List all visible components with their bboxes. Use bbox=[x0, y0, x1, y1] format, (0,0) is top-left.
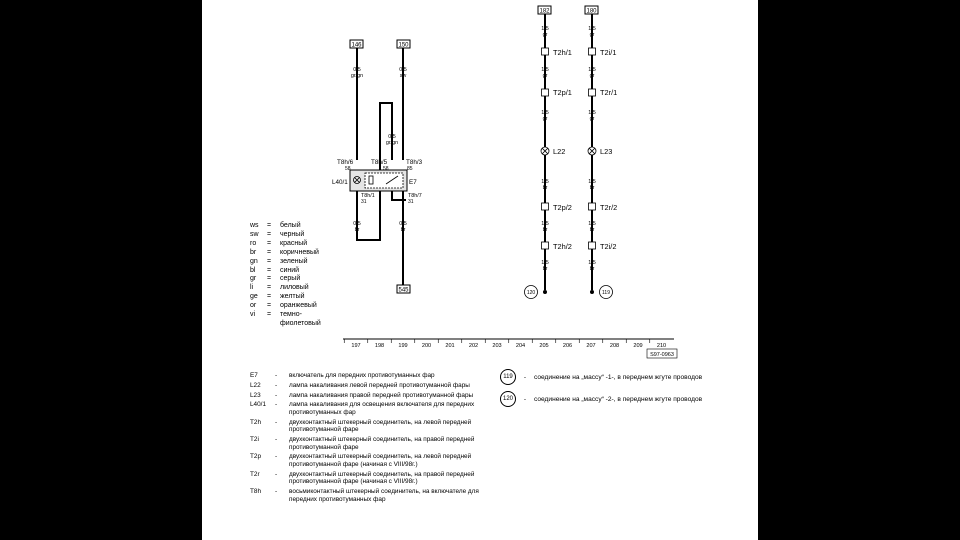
color-eq bbox=[267, 320, 280, 329]
color-row bbox=[250, 311, 340, 320]
connector-icon bbox=[589, 89, 596, 96]
ground-dash: - bbox=[523, 395, 527, 403]
color-code: or bbox=[250, 302, 257, 310]
wire-size: 1.5 bbox=[541, 67, 549, 73]
scale-label: 208 bbox=[609, 343, 620, 349]
ground-legend-entry bbox=[500, 390, 702, 408]
color-eq: = bbox=[267, 311, 272, 319]
color-name: желтый bbox=[280, 293, 305, 301]
color-name: коричневый bbox=[280, 248, 319, 256]
legend-entry bbox=[250, 436, 490, 451]
color-row bbox=[250, 231, 340, 240]
ground-desc: соединение на „массу“ -2-, в переднем жгуте проводов bbox=[534, 395, 703, 403]
color-name: темно- bbox=[280, 311, 302, 319]
terminal-150: 150 bbox=[398, 42, 409, 49]
color-name: черный bbox=[280, 230, 305, 238]
lamp-cross-icon bbox=[542, 148, 595, 154]
ground-desc: соединение на „массу“ -1-, в переднем жгуте проводов bbox=[534, 373, 703, 381]
wire-size: 1.5 bbox=[588, 110, 596, 116]
wire-color: sw bbox=[399, 73, 407, 79]
connector-label: T2h/2 bbox=[553, 242, 572, 251]
legend-code: T2r bbox=[250, 470, 260, 478]
pin-number: 58 bbox=[345, 166, 351, 172]
wire-color: gr bbox=[589, 32, 595, 38]
legend-code: T8h bbox=[250, 488, 262, 496]
color-name: серый bbox=[280, 275, 301, 283]
connector-icon bbox=[589, 203, 596, 210]
color-code: gn bbox=[250, 257, 258, 265]
color-row bbox=[250, 240, 340, 249]
pin-number: 58 bbox=[383, 166, 389, 172]
color-eq: = bbox=[267, 230, 272, 238]
scale-label: 197 bbox=[351, 343, 361, 349]
color-code: ge bbox=[250, 293, 258, 301]
color-eq: = bbox=[267, 293, 272, 301]
switch-e7-label: E7 bbox=[409, 179, 417, 186]
color-code: sw bbox=[250, 230, 259, 238]
connector-icon bbox=[589, 48, 596, 55]
color-row bbox=[250, 222, 340, 231]
legend-entry bbox=[250, 471, 490, 486]
scale-label: 201 bbox=[445, 343, 455, 349]
wire-size: 1.5 bbox=[541, 110, 549, 116]
legend-desc: двухконтактный штекерный соединитель, на правой передней противотуманной фаре (начиная с VIII/98г.) bbox=[289, 470, 475, 486]
wire-size: 1.5 bbox=[541, 221, 549, 227]
scale-label: 207 bbox=[586, 343, 596, 349]
color-row bbox=[250, 320, 340, 329]
pin-label: T8h/5 bbox=[371, 159, 388, 166]
color-code: br bbox=[250, 248, 257, 256]
ground-legend bbox=[500, 368, 702, 412]
color-eq: = bbox=[267, 266, 272, 274]
legend-code: L22 bbox=[250, 381, 261, 389]
wire-color: br bbox=[589, 266, 595, 272]
color-name: синий bbox=[280, 266, 300, 274]
wire-color: gr/gn bbox=[350, 73, 364, 79]
color-eq: = bbox=[267, 284, 272, 292]
component-legend bbox=[250, 372, 490, 506]
color-row bbox=[250, 284, 340, 293]
legend-entry bbox=[250, 372, 490, 380]
wire-size: 1.5 bbox=[541, 260, 549, 266]
legend-code: L23 bbox=[250, 391, 261, 399]
color-eq: = bbox=[267, 257, 272, 265]
connector-label: T2i/2 bbox=[600, 242, 617, 251]
legend-entry bbox=[250, 392, 490, 400]
legend-desc: двухконтактный штекерный соединитель, на правой передней противотуманной фаре bbox=[289, 436, 475, 451]
scale-label: 199 bbox=[398, 343, 408, 349]
wire-color: gr bbox=[589, 73, 595, 79]
terminal-182: 182 bbox=[539, 8, 550, 15]
ground-number-icon: 119 bbox=[500, 369, 516, 385]
legend-code: L40/1 bbox=[250, 401, 266, 409]
connector-icon bbox=[542, 242, 549, 249]
color-code: ws bbox=[250, 222, 259, 229]
connector-label: T2p/2 bbox=[553, 203, 572, 212]
scale-label: 204 bbox=[515, 343, 526, 349]
legend-dash: - bbox=[275, 372, 278, 379]
legend-dash: - bbox=[275, 488, 278, 496]
color-name: белый bbox=[280, 222, 301, 229]
wire-size: 1.5 bbox=[588, 179, 596, 185]
legend-dash: - bbox=[275, 453, 278, 461]
wire-size: 0.5 bbox=[388, 134, 396, 140]
legend-dash: - bbox=[275, 391, 278, 399]
lamp-l40-label: L40/1 bbox=[332, 179, 348, 186]
wire-color: br bbox=[542, 185, 548, 191]
switch-inner bbox=[365, 173, 403, 188]
reference-code: S97-0963 bbox=[650, 352, 674, 358]
color-eq: = bbox=[267, 222, 272, 229]
wire-size: 1.5 bbox=[541, 179, 549, 185]
wire-color: br bbox=[589, 185, 595, 191]
wire-color: br bbox=[542, 227, 548, 233]
legend-desc: двухконтактный штекерный соединитель, на левой передней противотуманной фаре (начиная с VIII/98г.) bbox=[289, 453, 472, 469]
ground-dash: - bbox=[523, 373, 527, 381]
wire-color: gr bbox=[542, 32, 548, 38]
legend-dash: - bbox=[275, 470, 278, 478]
scale-label: 200 bbox=[421, 343, 432, 349]
color-code-table bbox=[250, 222, 340, 329]
ground-119-label: 119 bbox=[602, 290, 610, 296]
legend-entry bbox=[250, 382, 490, 390]
color-eq: = bbox=[267, 248, 272, 256]
connector-icon bbox=[589, 242, 596, 249]
color-code: gr bbox=[250, 275, 257, 283]
scale-label: 206 bbox=[562, 343, 573, 349]
color-code: ro bbox=[250, 239, 257, 247]
wire-color: gr bbox=[589, 116, 595, 122]
color-eq: = bbox=[267, 239, 272, 247]
pin-number: 31 bbox=[408, 199, 414, 205]
terminal-180: 180 bbox=[586, 8, 597, 15]
color-row bbox=[250, 258, 340, 267]
color-row bbox=[250, 249, 340, 258]
ground-number-icon: 120 bbox=[500, 391, 516, 407]
color-name: лиловый bbox=[280, 284, 309, 292]
legend-code: T2i bbox=[250, 436, 259, 444]
pin-label: T8h/3 bbox=[406, 159, 423, 166]
connector-label: T2r/1 bbox=[600, 88, 618, 97]
wire-color: gr bbox=[542, 73, 548, 79]
color-name: зеленый bbox=[280, 257, 308, 265]
terminal-146: 146 bbox=[351, 42, 362, 49]
color-row bbox=[250, 293, 340, 302]
wire-size: 0.5 bbox=[353, 67, 361, 73]
pin-label: T8h/6 bbox=[337, 159, 354, 166]
legend-entry bbox=[250, 453, 490, 468]
legend-desc: лампа накаливания правой передней противотуманной фары bbox=[289, 391, 474, 399]
pin-number: 85 bbox=[407, 166, 413, 172]
legend-desc: двухконтактный штекерный соединитель, на левой передней противотуманной фаре bbox=[289, 418, 472, 434]
wire-color: br bbox=[354, 227, 360, 233]
legend-dash: - bbox=[275, 436, 278, 444]
wire-color: br bbox=[542, 266, 548, 272]
legend-entry bbox=[250, 419, 490, 434]
wire-size: 0.5 bbox=[399, 67, 407, 73]
connector-icon bbox=[542, 203, 549, 210]
legend-dash: - bbox=[275, 381, 278, 389]
scale-label: 205 bbox=[539, 343, 549, 349]
wire-color: br bbox=[589, 227, 595, 233]
wire-size: 1.5 bbox=[588, 221, 596, 227]
connector-icon bbox=[542, 48, 549, 55]
color-eq: = bbox=[267, 275, 272, 283]
color-name: фиолетовый bbox=[280, 319, 321, 327]
scale-label: 203 bbox=[492, 343, 502, 349]
connector-label: T2i/1 bbox=[600, 48, 617, 57]
pin-label: T8h/1 bbox=[361, 193, 375, 199]
legend-desc: лампа накаливания левой передней противотуманной фары bbox=[289, 381, 470, 389]
color-code: bl bbox=[250, 266, 256, 274]
wire-size: 1.5 bbox=[541, 26, 549, 32]
legend-desc: лампа накаливания для освещения включателя для передних противотуманных фар bbox=[289, 401, 475, 416]
scale-label: 209 bbox=[633, 343, 643, 349]
color-code: vi bbox=[250, 311, 256, 319]
legend-entry bbox=[250, 401, 490, 416]
lamp-l23-label: L23 bbox=[600, 147, 613, 156]
legend-desc: включатель для передних противотуманных фар bbox=[289, 372, 435, 379]
scale-label: 210 bbox=[656, 343, 667, 349]
pin-label: T8h/7 bbox=[408, 193, 422, 199]
legend-code: E7 bbox=[250, 372, 258, 379]
legend-code: T2p bbox=[250, 453, 262, 461]
wire-size: 1.5 bbox=[588, 26, 596, 32]
terminal-545: 545 bbox=[398, 287, 409, 294]
connector-label: T2r/2 bbox=[600, 203, 618, 212]
pin-number: 31 bbox=[361, 199, 367, 205]
scale-label: 202 bbox=[468, 343, 479, 349]
wire-size: 1.5 bbox=[588, 67, 596, 73]
wire-size: 0.5 bbox=[353, 221, 361, 227]
color-code bbox=[250, 320, 267, 329]
wire-size: 1.5 bbox=[588, 260, 596, 266]
legend-dash: - bbox=[275, 401, 278, 409]
connector-label: T2p/1 bbox=[553, 88, 572, 97]
color-eq: = bbox=[267, 302, 272, 310]
legend-entry bbox=[250, 488, 490, 503]
wire-size: 0.5 bbox=[399, 221, 407, 227]
connector-label: T2h/1 bbox=[553, 48, 572, 57]
connector-icon bbox=[542, 89, 549, 96]
wire-color: br bbox=[400, 227, 406, 233]
lamp-l22-label: L22 bbox=[553, 147, 566, 156]
color-name: оранжевый bbox=[280, 302, 317, 310]
color-name: красный bbox=[280, 239, 308, 247]
wire-color: gr/gn bbox=[385, 140, 399, 146]
ground-dot bbox=[590, 290, 594, 294]
color-row bbox=[250, 302, 340, 311]
wire-color: gr bbox=[542, 116, 548, 122]
legend-dash: - bbox=[275, 418, 278, 426]
ground-dot bbox=[543, 290, 547, 294]
ground-legend-entry bbox=[500, 368, 702, 386]
color-code: li bbox=[250, 284, 254, 292]
ground-120-label: 120 bbox=[526, 290, 536, 296]
legend-desc: восьмиконтактный штекерный соединитель, на включателе для передних противотуманных фар bbox=[289, 488, 479, 503]
scale-label: 198 bbox=[374, 343, 385, 349]
color-row bbox=[250, 275, 340, 284]
legend-code: T2h bbox=[250, 418, 262, 426]
